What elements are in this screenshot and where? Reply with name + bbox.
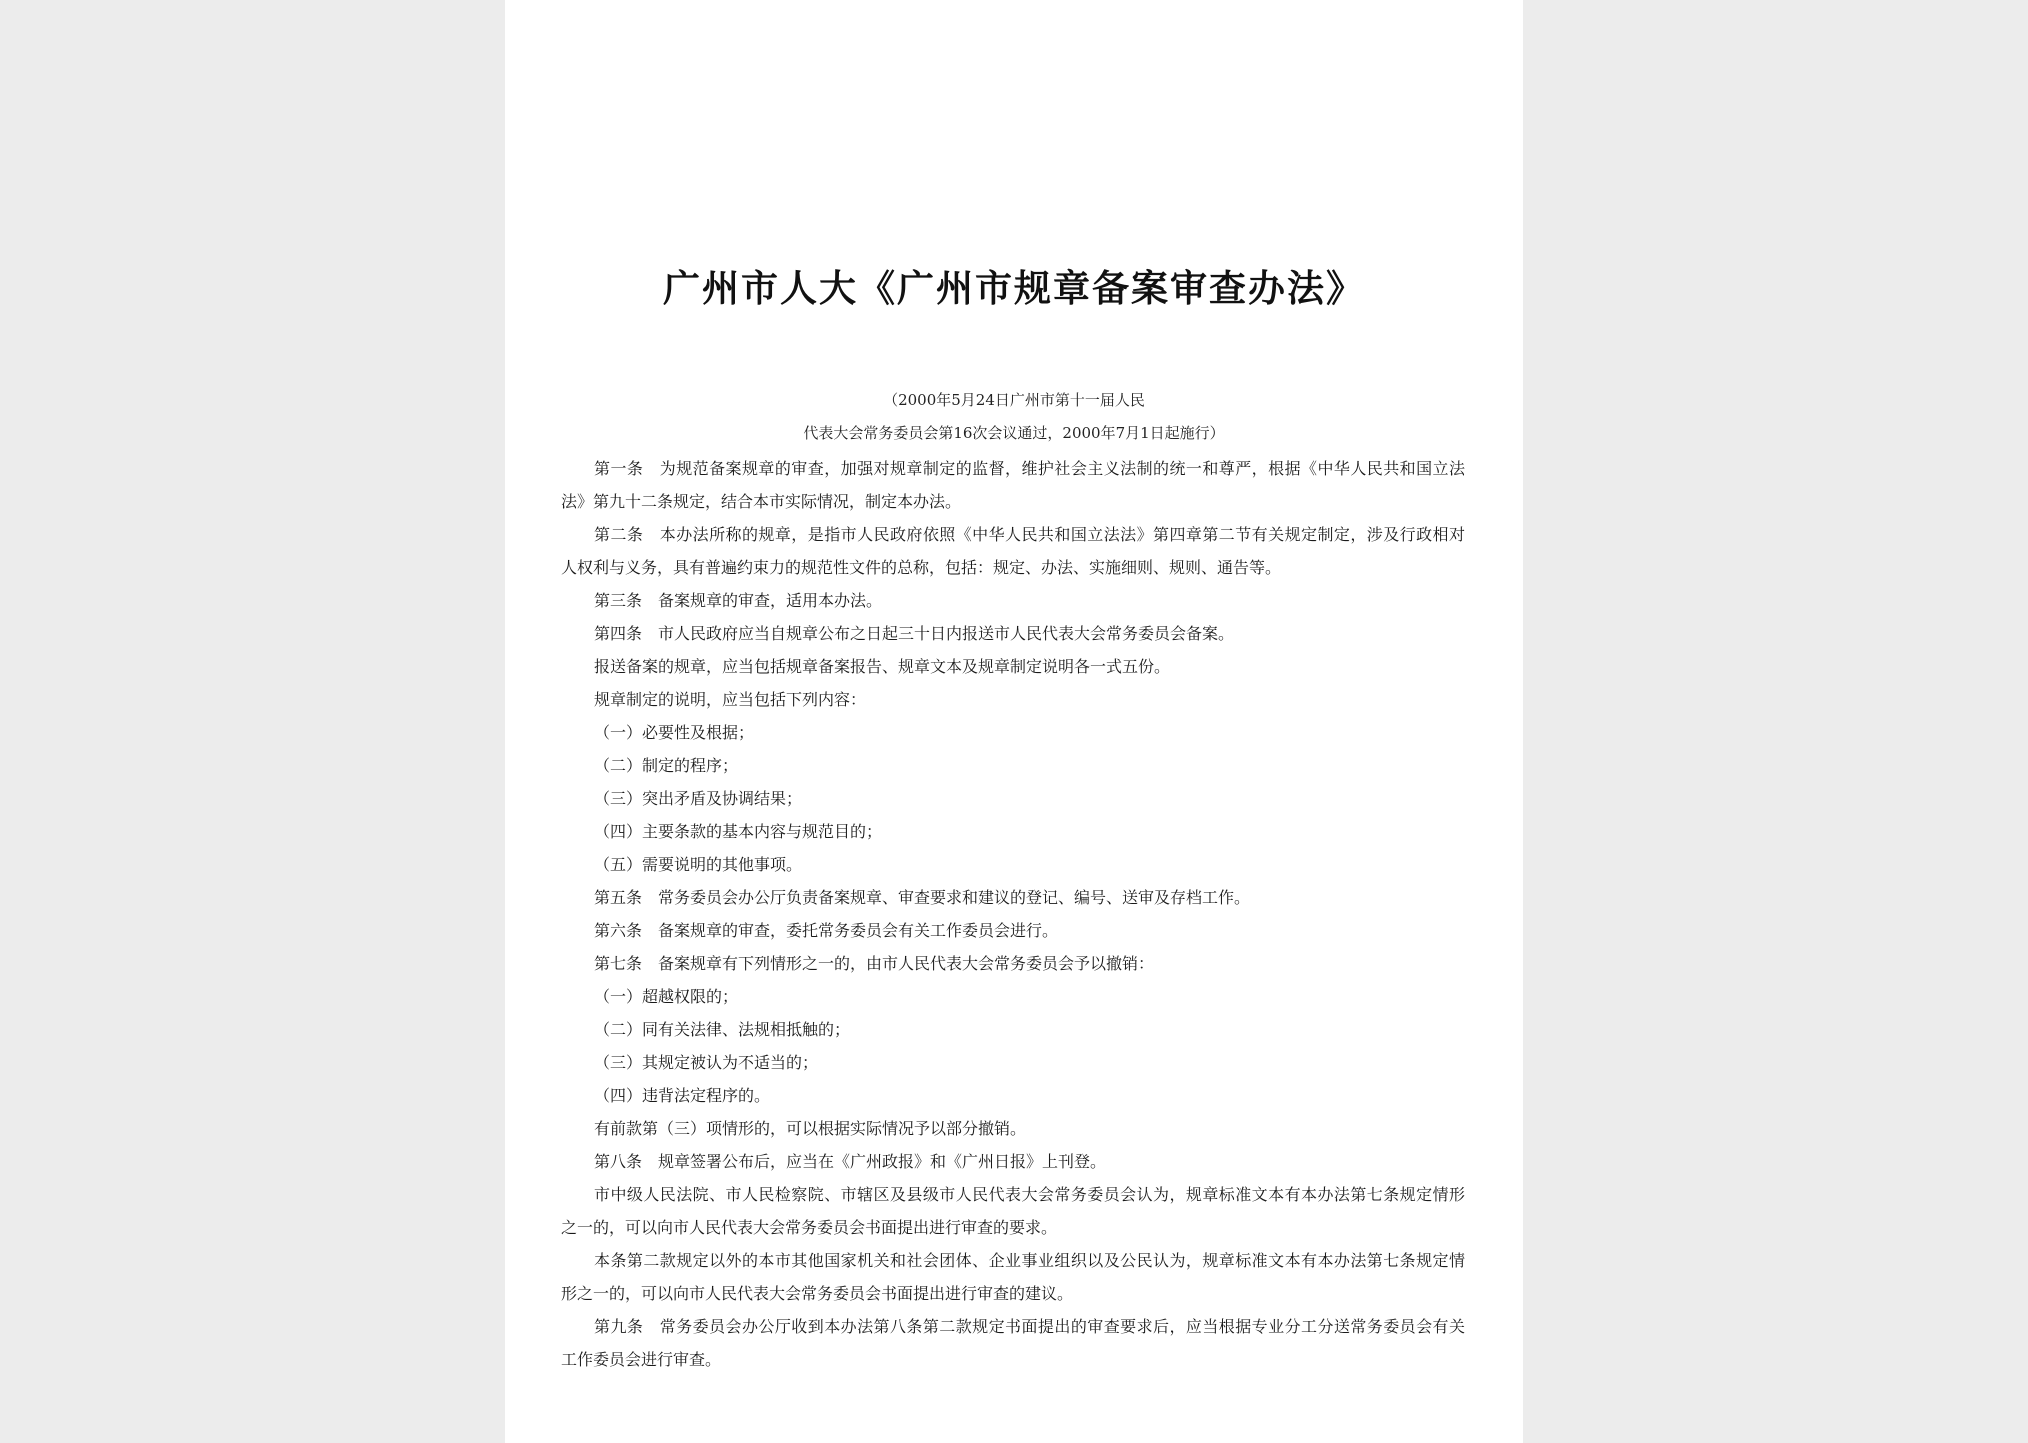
text-line: 第二条 本办法所称的规章，是指市人民政府依照《中华人民共和国立法法》第四章第二节有关规定制定，涉及行政相对 — [594, 525, 1465, 544]
text-line: 第七条 备案规章有下列情形之一的，由市人民代表大会常务委员会予以撤销： — [594, 954, 1155, 973]
text-line: 形之一的，可以向市人民代表大会常务委员会书面提出进行审查的建议。 — [561, 1284, 1074, 1303]
document-page — [505, 0, 1523, 1443]
list-item: （二）制定的程序； — [594, 756, 739, 775]
text-line: 第三条 备案规章的审查，适用本办法。 — [594, 591, 883, 610]
text-line: 第五条 常务委员会办公厅负责备案规章、审查要求和建议的登记、编号、送审及存档工作。 — [594, 888, 1251, 907]
text-line: 市中级人民法院、市人民检察院、市辖区及县级市人民代表大会常务委员会认为，规章标准文本有本办法第七条规定情形 — [594, 1185, 1465, 1204]
text-line: 规章制定的说明，应当包括下列内容： — [594, 690, 867, 709]
text-line: 报送备案的规章，应当包括规章备案报告、规章文本及规章制定说明各一式五份。 — [594, 657, 1171, 676]
text-line: 有前款第（三）项情形的，可以根据实际情况予以部分撤销。 — [594, 1119, 1027, 1138]
list-item: （三）突出矛盾及协调结果； — [594, 789, 803, 808]
adoption-note-line-2: 代表大会常务委员会第16次会议通过，2000年7月1日起施行） — [803, 424, 1225, 442]
text-line: 之一的，可以向市人民代表大会常务委员会书面提出进行审查的要求。 — [561, 1218, 1058, 1237]
text-line: 第一条 为规范备案规章的审查，加强对规章制定的监督，维护社会主义法制的统一和尊严，根据《中华人民共和国立法 — [594, 459, 1465, 478]
document-title: 广州市人大《广州市规章备案审查办法》 — [663, 267, 1365, 310]
text-line: 第四条 市人民政府应当自规章公布之日起三十日内报送市人民代表大会常务委员会备案。 — [594, 624, 1235, 643]
text-line: 工作委员会进行审查。 — [561, 1350, 722, 1369]
list-item: （四）主要条款的基本内容与规范目的； — [594, 822, 883, 841]
list-item: （一）必要性及根据； — [594, 723, 755, 742]
list-item: （三）其规定被认为不适当的； — [594, 1053, 819, 1072]
list-item: （一）超越权限的； — [594, 987, 739, 1006]
adoption-note-line-1: （2000年5月24日广州市第十一届人民 — [883, 391, 1145, 409]
text-line: 本条第二款规定以外的本市其他国家机关和社会团体、企业事业组织以及公民认为，规章标准文本有本办法第七条规定情 — [594, 1251, 1465, 1270]
list-item: （五）需要说明的其他事项。 — [594, 855, 803, 874]
text-line: 第八条 规章签署公布后，应当在《广州政报》和《广州日报》上刊登。 — [594, 1152, 1107, 1171]
text-line: 第六条 备案规章的审查，委托常务委员会有关工作委员会进行。 — [594, 921, 1059, 940]
text-line: 人权利与义务，具有普遍约束力的规范性文件的总称，包括：规定、办法、实施细则、规则、通告等。 — [561, 558, 1282, 577]
text-line: 法》第九十二条规定，结合本市实际情况，制定本办法。 — [561, 492, 962, 511]
document-body — [561, 452, 1465, 1376]
list-item: （二）同有关法律、法规相抵触的； — [594, 1020, 851, 1039]
text-line: 第九条 常务委员会办公厅收到本办法第八条第二款规定书面提出的审查要求后，应当根据专业分工分送常务委员会有关 — [594, 1317, 1465, 1336]
list-item: （四）违背法定程序的。 — [594, 1086, 771, 1105]
